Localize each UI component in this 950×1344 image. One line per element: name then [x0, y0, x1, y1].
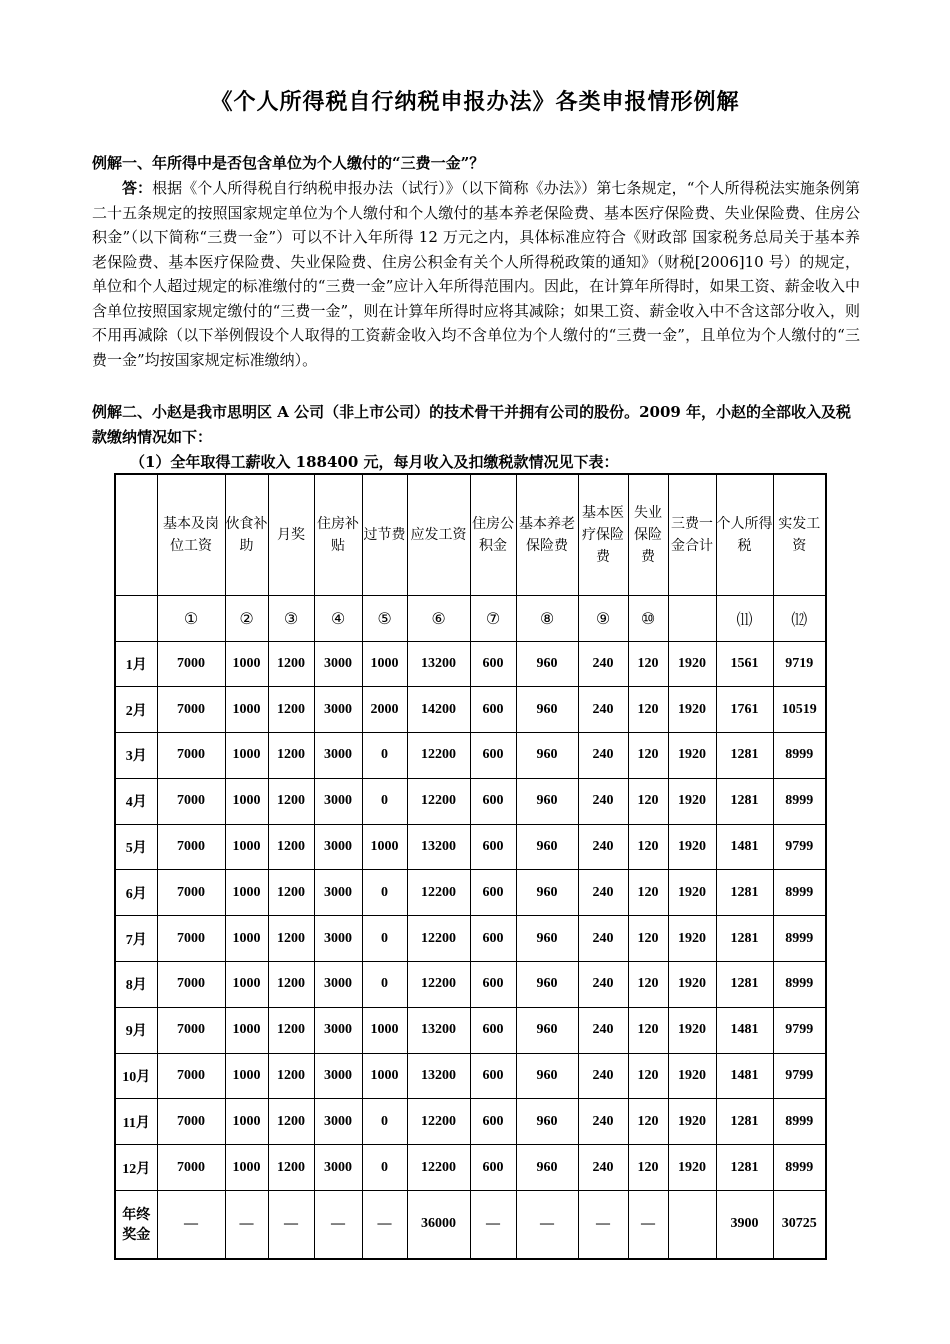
table-cell: 8999 — [773, 1099, 826, 1145]
table-cell: 7000 — [157, 1007, 225, 1053]
month-cell: 10月 — [115, 1053, 157, 1099]
month-cell: 9月 — [115, 1007, 157, 1053]
table-cell: 基本医疗保险费 — [578, 474, 628, 595]
table-cell: 住房公积金 — [470, 474, 516, 595]
table-cell: 基本及岗位工资 — [157, 474, 225, 595]
table-cell: 7000 — [157, 870, 225, 916]
table-cell: 12200 — [407, 778, 470, 824]
table-cell: 8999 — [773, 916, 826, 962]
table-cell — [115, 595, 157, 641]
table-cell: 1920 — [668, 778, 716, 824]
table-cell: 0 — [362, 733, 407, 779]
table-cell: 240 — [578, 916, 628, 962]
table-cell: 7000 — [157, 641, 225, 687]
table-cell: 1281 — [716, 1099, 773, 1145]
table-cell: 120 — [628, 962, 668, 1008]
table-cell: 9799 — [773, 1007, 826, 1053]
table-cell: 7000 — [157, 733, 225, 779]
table-cell: 36000 — [407, 1191, 470, 1259]
table-cell: 1000 — [225, 778, 268, 824]
table-row — [115, 1099, 826, 1145]
table-cell: ① — [157, 595, 225, 641]
month-cell: 年终奖金 — [115, 1191, 157, 1259]
table-cell: 960 — [516, 1145, 578, 1191]
table-cell: 1200 — [268, 1007, 314, 1053]
table-cell: 1200 — [268, 1099, 314, 1145]
table-cell: 1481 — [716, 1053, 773, 1099]
table-row — [115, 1191, 826, 1259]
table-cell: 600 — [470, 962, 516, 1008]
example2-question: 例解二、小赵是我市思明区 A 公司（非上市公司）的技术骨干并拥有公司的股份。2009 年，小赵的全部收入及税款缴纳情况如下： — [92, 403, 852, 446]
table-cell: 240 — [578, 962, 628, 1008]
table-cell: 1000 — [362, 824, 407, 870]
table-cell: 1920 — [668, 687, 716, 733]
table-row — [115, 824, 826, 870]
table-cell: 1761 — [716, 687, 773, 733]
table-cell — [115, 474, 157, 595]
table-cell: 600 — [470, 687, 516, 733]
table-cell: 600 — [470, 1099, 516, 1145]
table-cell: ⑩ — [628, 595, 668, 641]
table-cell: 0 — [362, 916, 407, 962]
table-row — [115, 1145, 826, 1191]
table-cell: 1481 — [716, 824, 773, 870]
table-cell: 1920 — [668, 1099, 716, 1145]
table-cell: 1000 — [362, 1053, 407, 1099]
table-cell: 个人所得税 — [716, 474, 773, 595]
table-cell: 1000 — [225, 1007, 268, 1053]
table-cell: 120 — [628, 1145, 668, 1191]
table-cell: 240 — [578, 641, 628, 687]
table-cell: 3900 — [716, 1191, 773, 1259]
table-cell: 3000 — [314, 962, 362, 1008]
table-cell — [668, 595, 716, 641]
table-cell: 1200 — [268, 778, 314, 824]
table-cell: 3000 — [314, 1053, 362, 1099]
table-cell: — — [225, 1191, 268, 1259]
table-cell: 240 — [578, 824, 628, 870]
table-cell: 12200 — [407, 870, 470, 916]
table-cell: 0 — [362, 1099, 407, 1145]
table-cell: 1200 — [268, 916, 314, 962]
table-cell: 1200 — [268, 1145, 314, 1191]
table-cell: 600 — [470, 1007, 516, 1053]
table-cell: 960 — [516, 962, 578, 1008]
table-cell: 1281 — [716, 870, 773, 916]
table-cell: 9719 — [773, 641, 826, 687]
table-cell: 1920 — [668, 1007, 716, 1053]
table-cell: 1920 — [668, 916, 716, 962]
month-cell: 6月 — [115, 870, 157, 916]
month-cell: 3月 — [115, 733, 157, 779]
table-cell: 1200 — [268, 962, 314, 1008]
table-cell: 1000 — [225, 733, 268, 779]
table-cell: 13200 — [407, 1053, 470, 1099]
table-cell: 240 — [578, 1053, 628, 1099]
table-cell: 伙食补助 — [225, 474, 268, 595]
table-cell: 1200 — [268, 824, 314, 870]
table-cell: 8999 — [773, 778, 826, 824]
table-cell: 240 — [578, 687, 628, 733]
table-cell: — — [516, 1191, 578, 1259]
table-cell: 1200 — [268, 733, 314, 779]
table-cell: 1481 — [716, 1007, 773, 1053]
table-cell: 1200 — [268, 687, 314, 733]
table-cell: 240 — [578, 1007, 628, 1053]
table-cell: 1200 — [268, 1053, 314, 1099]
table-number-row — [115, 595, 826, 641]
table-cell: 7000 — [157, 824, 225, 870]
table-row — [115, 687, 826, 733]
table-cell: 960 — [516, 641, 578, 687]
table-cell: ⑥ — [407, 595, 470, 641]
table-cell: 1200 — [268, 641, 314, 687]
table-cell: — — [157, 1191, 225, 1259]
answer-text: 根据《个人所得税自行纳税申报办法（试行）》（以下简称《办法》）第七条规定，“个人所得税法实施条例第二十五条规定的按照国家规定单位为个人缴付和个人缴付的基本养老保险费、基本医疗保险费、失业保险费、住房公积金”（以下简称“三费一金”）可以不计入年所得 12 万元之内，具体标准应符合《财政部 国家税务总局关于基本养老保险费、基本医疗保险费、失业保险费、住房公积金有关个人所得税政策的通知》（财税[2006]10 号）的规定，单位和个人超过规定的标准缴付的“三费一金”应计入年所得范围内。因此，在计算年所得时，如果工资、薪金收入中含单位按照国家规定缴付的“三费一金”，则在计算年所得时应将其减除；如果工资、薪金收入中不含这部分收入，则不用再减除（以下举例假设个人取得的工资薪金收入均不含单位为个人缴付的“三费一金”，且单位为个人缴付的“三费一金”均按国家规定标准缴纳）。 — [92, 179, 860, 369]
table-cell: 600 — [470, 641, 516, 687]
table-cell: 三费一金合计 — [668, 474, 716, 595]
table-cell: 1561 — [716, 641, 773, 687]
example2-subheading: （1）全年取得工薪收入 188400 元，每月收入及扣缴税款情况见下表： — [130, 453, 619, 471]
table-cell: 8999 — [773, 1145, 826, 1191]
table-cell: 600 — [470, 870, 516, 916]
table-cell: 240 — [578, 1145, 628, 1191]
table-cell: 600 — [470, 1145, 516, 1191]
table-cell: 240 — [578, 870, 628, 916]
table-cell: 8999 — [773, 870, 826, 916]
table-cell: 2000 — [362, 687, 407, 733]
table-cell: ⑨ — [578, 595, 628, 641]
table-cell: 120 — [628, 1053, 668, 1099]
table-cell: 过节费 — [362, 474, 407, 595]
page-title: 《个人所得税自行纳税申报办法》各类申报情形例解 — [210, 90, 740, 115]
table-cell: 12200 — [407, 1099, 470, 1145]
table-cell: 1000 — [225, 962, 268, 1008]
table-cell: 120 — [628, 870, 668, 916]
table-cell: 1000 — [225, 1145, 268, 1191]
table-cell: 1920 — [668, 641, 716, 687]
month-cell: 11月 — [115, 1099, 157, 1145]
table-cell: 120 — [628, 1007, 668, 1053]
table-cell: 1000 — [225, 1099, 268, 1145]
table-cell: 1281 — [716, 1145, 773, 1191]
table-cell: 3000 — [314, 687, 362, 733]
table-cell: ⑧ — [516, 595, 578, 641]
table-header-row — [115, 474, 826, 595]
month-cell: 12月 — [115, 1145, 157, 1191]
table-cell: 3000 — [314, 1007, 362, 1053]
table-cell: 1000 — [225, 824, 268, 870]
table-cell: 1000 — [225, 1053, 268, 1099]
table-row — [115, 870, 826, 916]
table-cell: 960 — [516, 824, 578, 870]
table-cell: 960 — [516, 687, 578, 733]
table-cell: ⑿ — [773, 595, 826, 641]
table-cell: 3000 — [314, 641, 362, 687]
table-cell: 7000 — [157, 1053, 225, 1099]
table-cell: 0 — [362, 870, 407, 916]
table-cell: 960 — [516, 870, 578, 916]
table-cell: 月奖 — [268, 474, 314, 595]
table-row — [115, 1053, 826, 1099]
month-cell: 2月 — [115, 687, 157, 733]
table-cell: 600 — [470, 1053, 516, 1099]
table-cell: 1920 — [668, 962, 716, 1008]
month-cell: 1月 — [115, 641, 157, 687]
table-cell: 120 — [628, 778, 668, 824]
table-cell: 600 — [470, 778, 516, 824]
table-cell: 600 — [470, 916, 516, 962]
table-cell: 1000 — [225, 687, 268, 733]
table-cell: 12200 — [407, 962, 470, 1008]
table-cell: 失业保险费 — [628, 474, 668, 595]
example1-answer — [92, 176, 860, 372]
month-cell: 4月 — [115, 778, 157, 824]
table-cell: 1000 — [362, 641, 407, 687]
table-cell: 10519 — [773, 687, 826, 733]
table-cell: 0 — [362, 962, 407, 1008]
month-cell: 8月 — [115, 962, 157, 1008]
table-cell: 12200 — [407, 733, 470, 779]
table-cell: 12200 — [407, 1145, 470, 1191]
table-cell: ⑦ — [470, 595, 516, 641]
table-cell: 1200 — [268, 870, 314, 916]
table-cell: 960 — [516, 733, 578, 779]
table-cell: — — [578, 1191, 628, 1259]
table-row — [115, 962, 826, 1008]
table-cell: 7000 — [157, 687, 225, 733]
table-cell: 3000 — [314, 870, 362, 916]
table-cell: 住房补贴 — [314, 474, 362, 595]
table-cell: 7000 — [157, 916, 225, 962]
table-cell: 7000 — [157, 962, 225, 1008]
table-cell: 实发工资 — [773, 474, 826, 595]
table-cell: 600 — [470, 733, 516, 779]
table-cell: 3000 — [314, 733, 362, 779]
table-cell: 14200 — [407, 687, 470, 733]
table-cell: — — [470, 1191, 516, 1259]
table-cell: 3000 — [314, 824, 362, 870]
table-cell: — — [628, 1191, 668, 1259]
table-cell: — — [314, 1191, 362, 1259]
table-cell: 1000 — [362, 1007, 407, 1053]
table-cell: 30725 — [773, 1191, 826, 1259]
table-cell: 0 — [362, 778, 407, 824]
table-cell: 1281 — [716, 916, 773, 962]
table-row — [115, 1007, 826, 1053]
table-cell: 13200 — [407, 641, 470, 687]
answer-label: 答： — [122, 179, 153, 197]
table-cell: 3000 — [314, 778, 362, 824]
table-cell — [668, 1191, 716, 1259]
table-cell: 0 — [362, 1145, 407, 1191]
table-cell: 1000 — [225, 641, 268, 687]
table-cell: 13200 — [407, 1007, 470, 1053]
table-cell: 960 — [516, 1053, 578, 1099]
table-cell: 120 — [628, 1099, 668, 1145]
table-cell: 960 — [516, 916, 578, 962]
salary-table — [114, 473, 827, 1260]
table-cell: 240 — [578, 1099, 628, 1145]
table-cell: 120 — [628, 641, 668, 687]
table-cell: 1920 — [668, 733, 716, 779]
table-cell: 120 — [628, 916, 668, 962]
table-row — [115, 916, 826, 962]
table-cell: ② — [225, 595, 268, 641]
table-row — [115, 641, 826, 687]
table-cell: 7000 — [157, 1145, 225, 1191]
example1-question: 例解一、年所得中是否包含单位为个人缴付的“三费一金”？ — [92, 154, 485, 172]
table-cell: 120 — [628, 733, 668, 779]
table-row — [115, 778, 826, 824]
table-cell: 13200 — [407, 824, 470, 870]
table-cell: 1920 — [668, 1145, 716, 1191]
table-cell: 9799 — [773, 824, 826, 870]
month-cell: 7月 — [115, 916, 157, 962]
table-cell: — — [268, 1191, 314, 1259]
table-cell: 960 — [516, 1099, 578, 1145]
table-cell: 240 — [578, 778, 628, 824]
table-cell: 1000 — [225, 916, 268, 962]
table-cell: ⑤ — [362, 595, 407, 641]
table-cell: 1920 — [668, 1053, 716, 1099]
table-row — [115, 733, 826, 779]
table-cell: 7000 — [157, 778, 225, 824]
table-cell: ③ — [268, 595, 314, 641]
table-cell: 1920 — [668, 824, 716, 870]
table-cell: 1281 — [716, 778, 773, 824]
table-cell: 1000 — [225, 870, 268, 916]
table-cell: 960 — [516, 1007, 578, 1053]
month-cell: 5月 — [115, 824, 157, 870]
table-cell: 600 — [470, 824, 516, 870]
table-cell: 3000 — [314, 1099, 362, 1145]
table-cell: ⑾ — [716, 595, 773, 641]
table-cell: 1281 — [716, 733, 773, 779]
table-cell: 120 — [628, 687, 668, 733]
table-cell: 960 — [516, 778, 578, 824]
table-cell: 12200 — [407, 916, 470, 962]
table-cell: 120 — [628, 824, 668, 870]
table-cell: 基本养老保险费 — [516, 474, 578, 595]
table-cell: 1281 — [716, 962, 773, 1008]
table-cell: 8999 — [773, 733, 826, 779]
table-cell: 8999 — [773, 962, 826, 1008]
table-cell: 3000 — [314, 1145, 362, 1191]
table-cell: — — [362, 1191, 407, 1259]
table-cell: 240 — [578, 733, 628, 779]
table-cell: 7000 — [157, 1099, 225, 1145]
table-cell: 1920 — [668, 870, 716, 916]
table-cell: ④ — [314, 595, 362, 641]
table-cell: 9799 — [773, 1053, 826, 1099]
table-cell: 3000 — [314, 916, 362, 962]
table-cell: 应发工资 — [407, 474, 470, 595]
